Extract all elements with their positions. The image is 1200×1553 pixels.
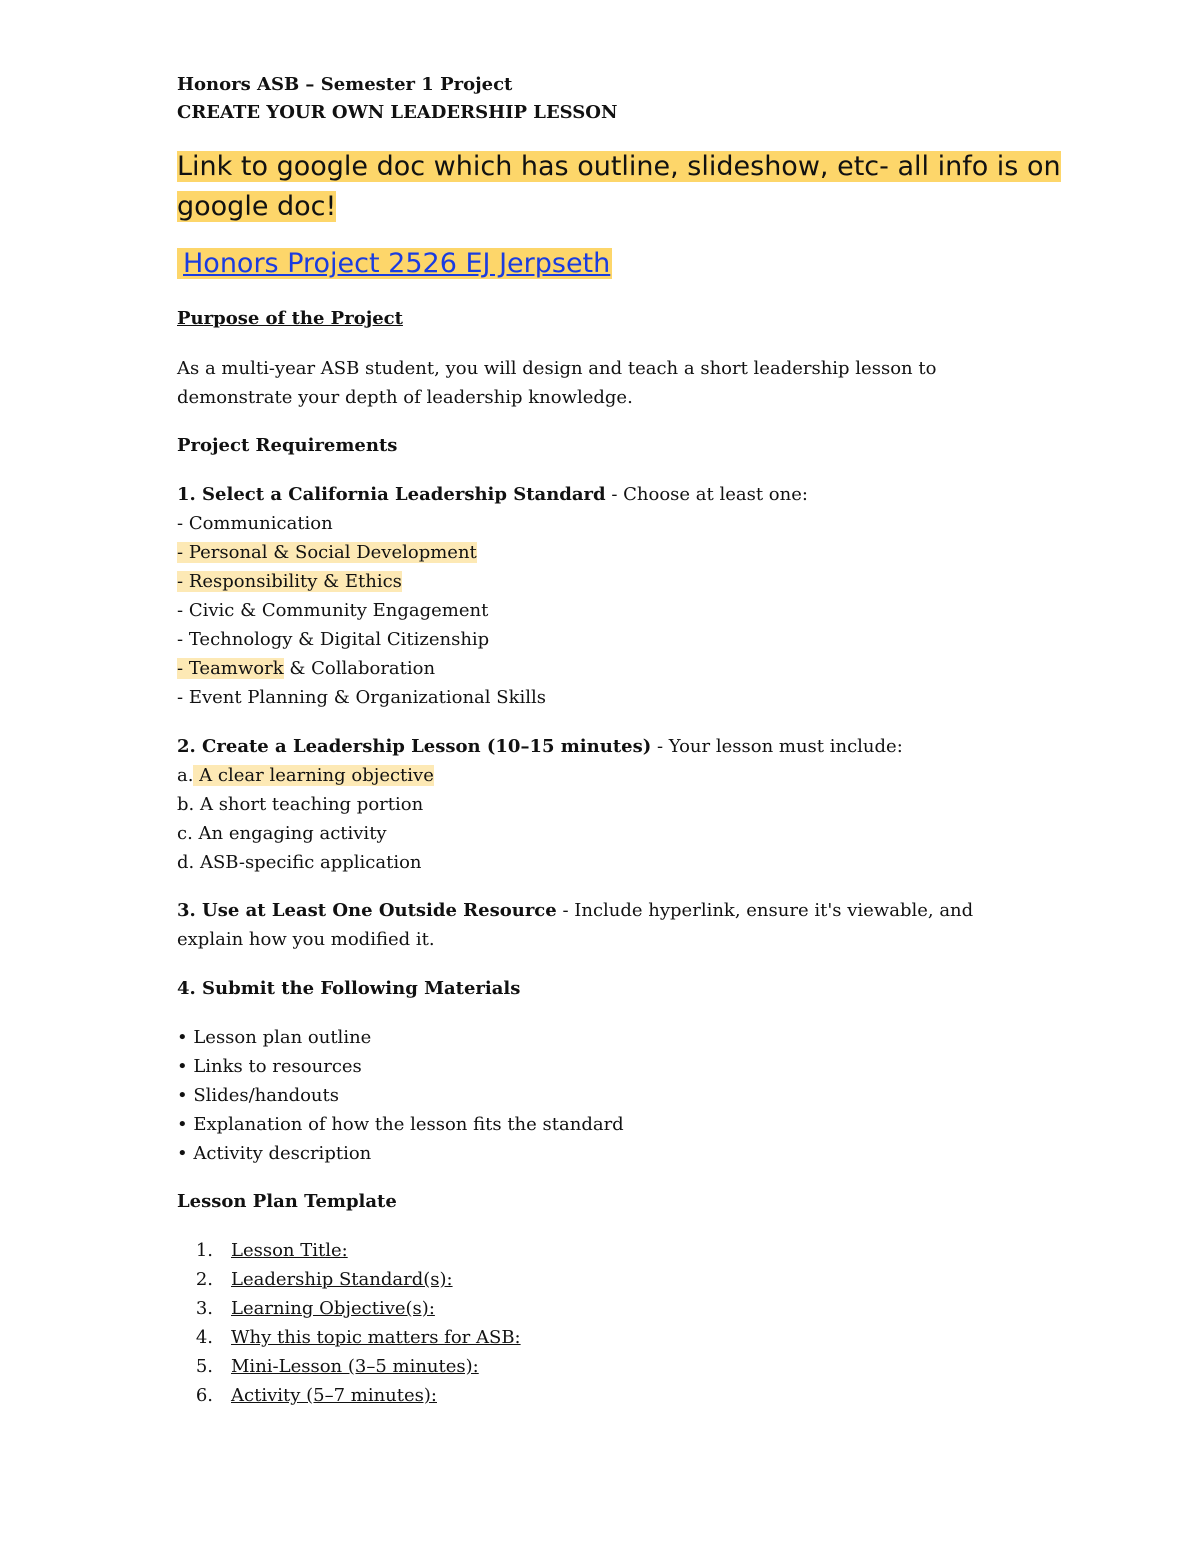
template-item-number: 4. [195,1327,213,1348]
req2-title: 2. Create a Leadership Lesson (10–15 minutes) [177,736,652,757]
purpose-heading: Purpose of the Project [177,308,403,329]
template-item [161,1239,348,1263]
standard-item: - Technology & Digital Citizenship [177,629,490,650]
req1-line [177,483,808,507]
notice-text-1: Link to google doc which has outline, slideshow, etc- all info is on [177,151,1061,182]
req1-title: 1. Select a California Leadership Standard [177,484,606,505]
req4-title: 4. Submit the Following Materials [177,978,521,999]
template-item [161,1355,479,1379]
purpose-text-1: As a multi-year ASB student, you will design and teach a short leadership lesson to [177,358,937,379]
template-item-text: Activity (5–7 minutes): [231,1385,437,1406]
lesson-item-text: ASB-specific application [194,852,422,873]
notice-line-1 [177,147,1061,187]
standard-label: Teamwork [188,658,284,679]
req3-rest: - Include hyperlink, ensure it's viewable, and [556,900,974,921]
template-item [161,1268,453,1292]
req2-line [177,735,903,759]
doc-link-line [177,246,612,282]
materials-item: • Activity description [177,1143,372,1164]
standard-label: Communication [188,513,333,534]
template-item-text: Mini-Lesson (3–5 minutes): [231,1356,479,1377]
lesson-item-text: A clear learning objective [193,765,434,786]
standard-item: - Civic & Community Engagement [177,600,489,621]
purpose-text-2: demonstrate your depth of leadership knowledge. [177,387,633,408]
template-item-text: Leadership Standard(s): [231,1269,453,1290]
standard-label: Responsibility & Ethics [188,571,402,592]
lesson-item-text: A short teaching portion [194,794,424,815]
template-item-number: 5. [195,1356,213,1377]
standard-label: Personal & Social Development [188,542,477,563]
template-item [161,1384,437,1408]
template-heading: Lesson Plan Template [177,1191,397,1212]
lesson-item-text: An engaging activity [192,823,387,844]
template-item-number: 3. [195,1298,213,1319]
req3-line-2: explain how you modified it. [177,929,435,950]
google-doc-link[interactable]: Honors Project 2526 EJ Jerpseth [177,248,612,279]
req2-rest: - Your lesson must include: [651,736,903,757]
standard-item: - Responsibility & Ethics [177,571,402,592]
req1-rest: - Choose at least one: [605,484,808,505]
standard-item: - Teamwork & Collaboration [177,658,436,679]
standard-item: - Communication [177,513,333,534]
template-item-number: 2. [195,1269,213,1290]
template-item [161,1297,435,1321]
req3-line [177,899,973,923]
materials-item: • Explanation of how the lesson fits the standard [177,1114,624,1135]
header-subtitle: CREATE YOUR OWN LEADERSHIP LESSON [177,102,618,123]
req3-title: 3. Use at Least One Outside Resource [177,900,557,921]
template-item-text: Why this topic matters for ASB: [231,1327,521,1348]
standard-label: Civic & Community Engagement [188,600,489,621]
materials-item: • Slides/handouts [177,1085,339,1106]
lesson-item: a. A clear learning objective [177,765,434,786]
header-title: Honors ASB – Semester 1 Project [177,74,513,95]
lesson-item: d. ASB-specific application [177,852,422,873]
standard-label: Event Planning & Organizational Skills [188,687,546,708]
notice-text-2: google doc! [177,191,337,222]
requirements-heading: Project Requirements [177,435,398,456]
standard-item: - Personal & Social Development [177,542,477,563]
materials-item: • Lesson plan outline [177,1027,372,1048]
materials-item: • Links to resources [177,1056,362,1077]
lesson-item: c. An engaging activity [177,823,387,844]
template-item-number: 1. [195,1240,213,1261]
template-item-text: Lesson Title: [231,1240,348,1261]
template-item [161,1326,521,1350]
notice-line-2 [177,187,336,227]
standard-label: Technology & Digital Citizenship [188,629,490,650]
lesson-item: b. A short teaching portion [177,794,424,815]
standard-item: - Event Planning & Organizational Skills [177,687,546,708]
template-item-number: 6. [195,1385,213,1406]
template-item-text: Learning Objective(s): [231,1298,435,1319]
